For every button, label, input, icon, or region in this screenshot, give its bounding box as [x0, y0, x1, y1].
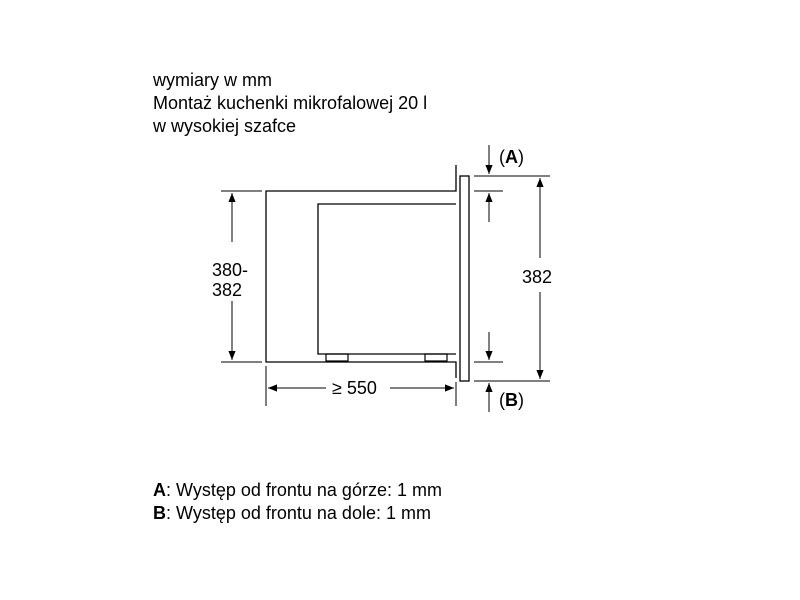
height-left-label-top: 380-: [212, 260, 249, 280]
legend-a-text: : Występ od frontu na górze: 1 mm: [166, 480, 442, 500]
legend-item-b: [153, 502, 442, 525]
microwave-foot-right: [425, 354, 447, 361]
installation-subtitle: w wysokiej szafce: [153, 116, 297, 136]
legend: [153, 479, 442, 525]
depth-label: ≥ 550: [332, 378, 377, 398]
units-note: wymiary w mm: [153, 70, 272, 90]
legend-b-text: : Występ od frontu na dole: 1 mm: [166, 503, 431, 523]
installation-title: Montaż kuchenki mikrofalowej 20 l: [153, 93, 428, 113]
legend-item-a: [153, 479, 442, 502]
microwave-front-panel: [460, 176, 469, 381]
microwave-foot-left: [326, 354, 348, 361]
legend-a-letter: A: [153, 480, 166, 500]
offset-a-label: (A): [499, 147, 524, 167]
cabinet-niche: [266, 165, 456, 378]
offset-b-label: (B): [499, 390, 524, 410]
height-right-label: 382: [522, 267, 553, 287]
height-left-label-bottom: 382: [212, 280, 243, 300]
microwave-body: [318, 204, 456, 354]
legend-b-letter: B: [153, 503, 166, 523]
